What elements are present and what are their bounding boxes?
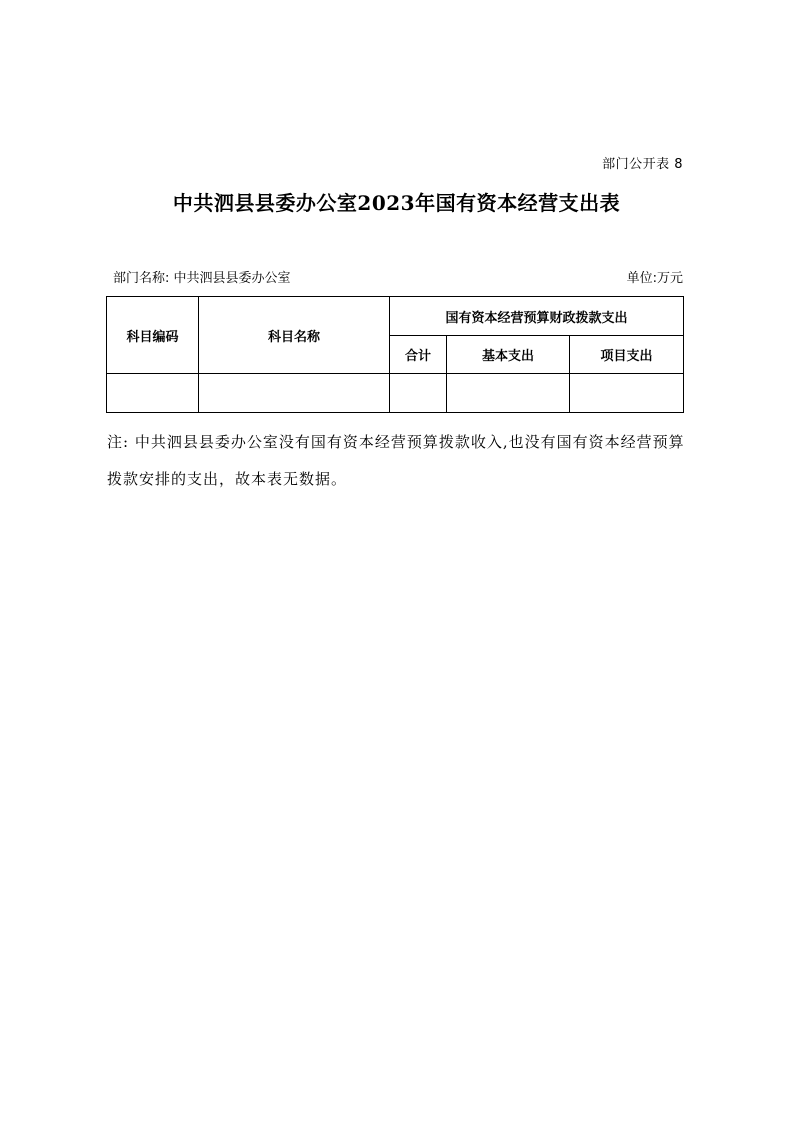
cell-basic [447,374,570,413]
header-project-expenditure: 项目支出 [570,336,684,374]
table-header-row [107,297,684,336]
header-subject-code: 科目编码 [107,297,199,374]
cell-name [199,374,390,413]
table-note: 注: 中共泗县县委办公室没有国有资本经营预算拨款收入,也没有国有资本经营预算拨款安排的支出，故本表无数据。 [107,433,685,488]
expenditure-table [106,296,684,413]
form-number: 部门公开表 8 [602,157,683,172]
page-title: 中共泗县县委办公室2023年国有资本经营支出表 [172,191,621,215]
unit-label: 单位:万元 [626,271,683,286]
cell-project [570,374,684,413]
header-total: 合计 [390,336,447,374]
cell-total [390,374,447,413]
header-subject-name: 科目名称 [199,297,390,374]
department-name: 部门名称: 中共泗县县委办公室 [113,271,291,286]
cell-code [107,374,199,413]
table-row [107,374,684,413]
header-group-expenditure: 国有资本经营预算财政拨款支出 [390,297,684,336]
header-basic-expenditure: 基本支出 [447,336,570,374]
